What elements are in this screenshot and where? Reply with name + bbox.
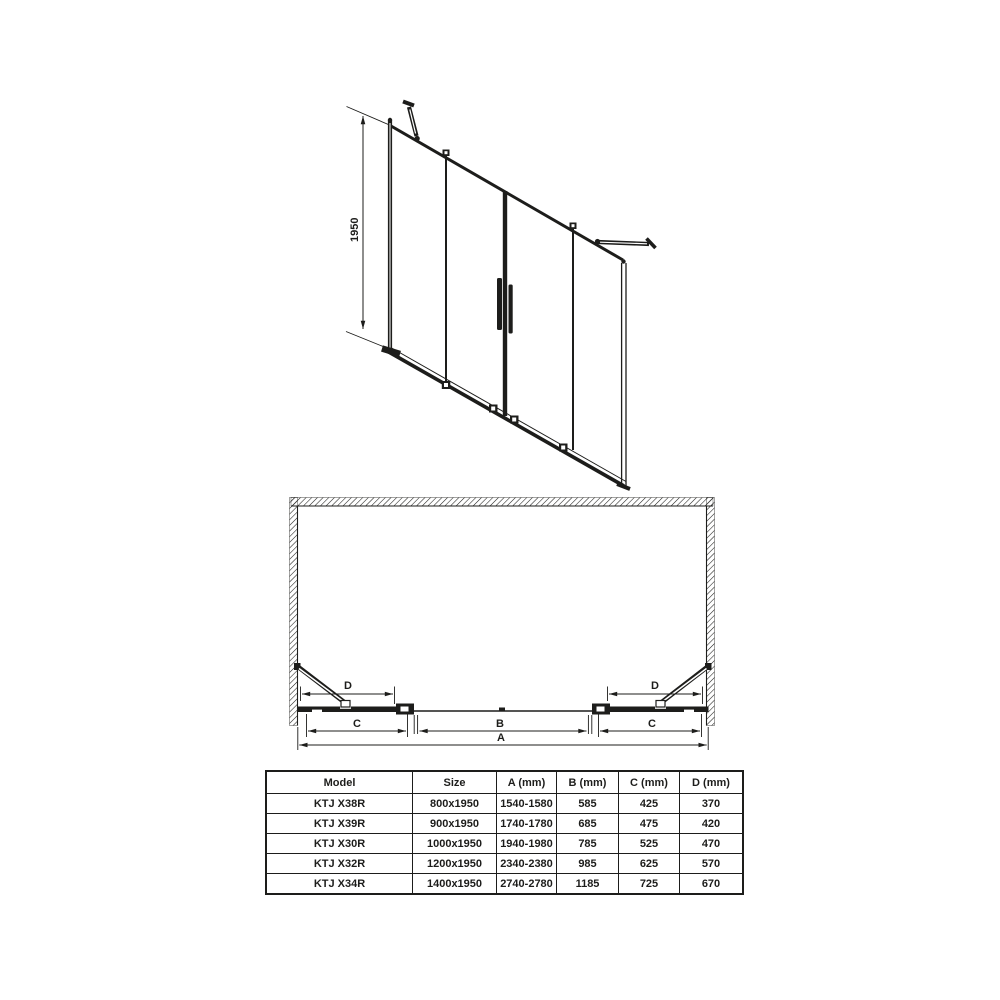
header-row xyxy=(266,771,743,794)
column-header: C (mm) xyxy=(619,771,680,794)
spec-table-container xyxy=(265,770,735,895)
table-cell: KTJ X39R xyxy=(266,814,413,834)
table-cell: 2740-2780 xyxy=(497,874,557,895)
spec-table xyxy=(265,770,744,895)
table-cell: 1185 xyxy=(557,874,619,895)
plan-view-drawing xyxy=(285,490,725,765)
center-track xyxy=(414,708,592,712)
table-cell: 900x1950 xyxy=(413,814,497,834)
table-cell: 670 xyxy=(680,874,744,895)
column-header: A (mm) xyxy=(497,771,557,794)
table-cell: KTJ X32R xyxy=(266,854,413,874)
wall-top xyxy=(291,498,713,507)
table-row xyxy=(266,874,743,895)
table-cell: 1200x1950 xyxy=(413,854,497,874)
table-cell: 420 xyxy=(680,814,744,834)
dim-c-left-label: C xyxy=(353,718,361,730)
table-cell: 785 xyxy=(557,834,619,854)
table-cell: 1540-1580 xyxy=(497,794,557,814)
wall-bracket-right-icon xyxy=(595,239,656,249)
door-assembly-left xyxy=(298,704,415,715)
table-cell: 800x1950 xyxy=(413,794,497,814)
table-cell: KTJ X38R xyxy=(266,794,413,814)
column-header: Model xyxy=(266,771,413,794)
table-cell: 425 xyxy=(619,794,680,814)
height-dim-label: 1950 xyxy=(349,217,361,242)
column-header: B (mm) xyxy=(557,771,619,794)
table-cell: 1400x1950 xyxy=(413,874,497,895)
column-header: Size xyxy=(413,771,497,794)
dim-c-left xyxy=(307,714,408,737)
table-cell: 470 xyxy=(680,834,744,854)
brace-right-icon xyxy=(656,663,712,707)
table-cell: KTJ X30R xyxy=(266,834,413,854)
wall-right xyxy=(707,498,715,726)
table-cell: 370 xyxy=(680,794,744,814)
panel-edge-2 xyxy=(442,150,451,390)
dim-d-right-label: D xyxy=(651,680,659,692)
table-cell: 570 xyxy=(680,854,744,874)
brace-left-icon xyxy=(294,663,350,707)
wall-profile-left xyxy=(382,118,400,354)
perspective-view-drawing xyxy=(330,85,690,505)
dim-a xyxy=(298,727,708,750)
column-header: D (mm) xyxy=(680,771,744,794)
table-cell: 625 xyxy=(619,854,680,874)
table-cell: 525 xyxy=(619,834,680,854)
table-cell: 2340-2380 xyxy=(497,854,557,874)
table-cell: 1740-1780 xyxy=(497,814,557,834)
table-cell: 1000x1950 xyxy=(413,834,497,854)
table-row xyxy=(266,834,743,854)
height-dimension xyxy=(346,107,393,351)
dim-d-left-label: D xyxy=(344,680,352,692)
table-row xyxy=(266,814,743,834)
roller-blocks xyxy=(489,405,568,452)
table-cell: 985 xyxy=(557,854,619,874)
table-cell: 585 xyxy=(557,794,619,814)
panel-edge-4 xyxy=(570,223,577,451)
wall-left xyxy=(290,498,298,726)
table-cell: KTJ X34R xyxy=(266,874,413,895)
table-cell: 685 xyxy=(557,814,619,834)
table-cell: 475 xyxy=(619,814,680,834)
dim-b-label: B xyxy=(496,718,504,730)
table-cell: 725 xyxy=(619,874,680,895)
dim-c-right xyxy=(599,714,702,737)
dim-c-right-label: C xyxy=(648,718,656,730)
door-assembly-right xyxy=(592,704,709,715)
dim-a-label: A xyxy=(497,732,505,744)
table-row xyxy=(266,794,743,814)
table-cell: 1940-1980 xyxy=(497,834,557,854)
table-row xyxy=(266,854,743,874)
panel-edge-5 xyxy=(617,259,630,489)
